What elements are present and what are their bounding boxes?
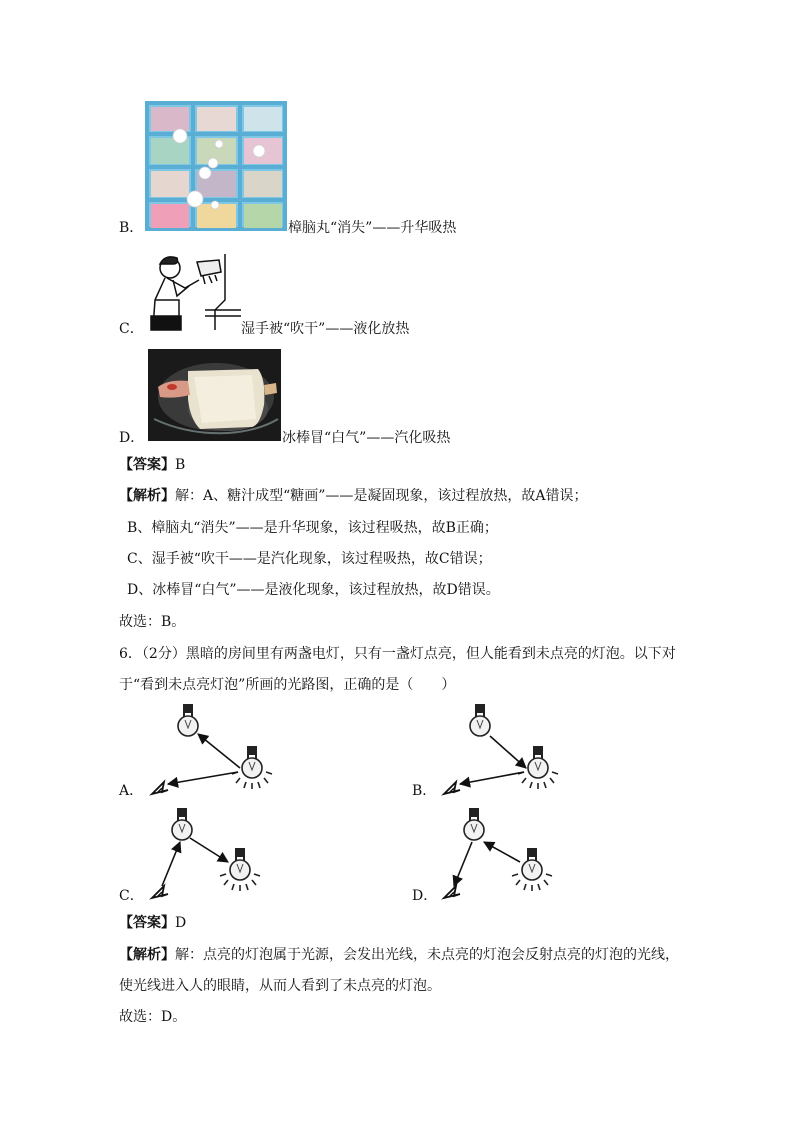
q6-conclusion: 故选：D。 xyxy=(119,1009,187,1025)
q5-analysis-line-3: C、湿手被“吹干——是汽化现象，该过程吸热，故C错误； xyxy=(127,551,492,567)
option-c-diagram xyxy=(140,808,280,908)
option-b-letter: B． xyxy=(119,220,144,236)
q5-analysis-line-4: D、冰棒冒“白气”——是液化现象，该过程放热，故D错误。 xyxy=(127,582,500,598)
option-c-caption: 湿手被“吹干”——液化放热 xyxy=(241,321,410,337)
q6-stem-line-2: 于“看到未点亮灯泡”所画的光路图，正确的是（ ） xyxy=(119,677,456,693)
option-a-letter: A． xyxy=(119,783,144,799)
answer-value: B xyxy=(175,457,186,473)
answer-label: 【答案】 xyxy=(119,457,175,473)
q6-analysis-line-2: 使光线进入人的眼睛，从而人看到了未点亮的灯泡。 xyxy=(119,978,441,994)
analysis-text: 解：A、糖汁成型“糖画”——是凝固现象，该过程放热，故A错误； xyxy=(175,488,588,504)
ray-diagram-c xyxy=(140,808,280,908)
option-c-letter: C． xyxy=(119,321,144,337)
analysis-label: 【解析】 xyxy=(119,488,175,504)
option-b-diagram xyxy=(432,700,572,800)
q5-analysis-line-2: B、樟脑丸“消失”——是升华现象，该过程吸热，故B正确； xyxy=(127,520,498,536)
q5-analysis-line-1 xyxy=(119,486,588,506)
ray-diagram-a xyxy=(140,700,280,800)
q5-conclusion: 故选：B。 xyxy=(119,614,186,630)
analysis-label: 【解析】 xyxy=(119,947,175,963)
q6-answer xyxy=(119,913,186,933)
ray-diagram-d xyxy=(432,808,572,908)
option-d-letter-q6: D． xyxy=(412,888,438,904)
q5-answer xyxy=(119,455,185,475)
option-a-diagram xyxy=(140,700,280,800)
mothball-drawer-photo xyxy=(145,101,287,231)
analysis-text: 解：点亮的灯泡属于光源，会发出光线，未点亮的灯泡会反射点亮的灯泡的光线， xyxy=(175,947,679,963)
option-d-diagram xyxy=(432,808,572,908)
ray-diagram-b xyxy=(432,700,572,800)
hand-dryer-drawing xyxy=(145,250,241,332)
answer-value: D xyxy=(175,915,187,931)
option-d-caption: 冰棒冒“白气”——汽化吸热 xyxy=(282,430,451,446)
option-d-letter: D． xyxy=(119,430,145,446)
q6-stem-line-1: 6．（2分）黑暗的房间里有两盏电灯，只有一盏灯点亮，但人能看到未点亮的灯泡。以下对 xyxy=(119,646,676,662)
option-b-caption: 樟脑丸“消失”——升华吸热 xyxy=(288,220,457,236)
option-d-image xyxy=(148,349,281,441)
answer-label: 【答案】 xyxy=(119,915,175,931)
q6-analysis-line-1 xyxy=(119,945,679,965)
option-c-image xyxy=(145,250,241,332)
option-b-image xyxy=(145,101,287,231)
option-c-letter-q6: C． xyxy=(119,888,144,904)
popsicle-white-vapor-photo xyxy=(148,349,281,441)
option-b-letter-q6: B． xyxy=(412,783,437,799)
